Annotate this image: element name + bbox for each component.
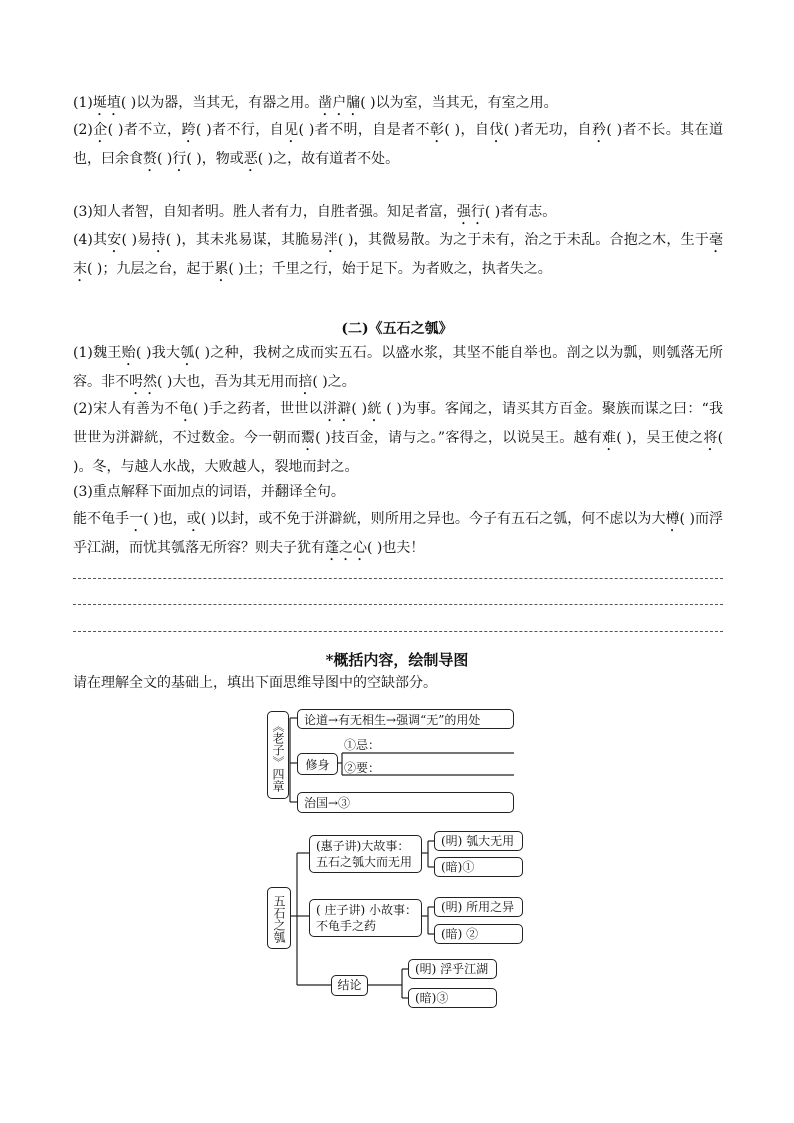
mindmap-instruction: 请在理解全文的基础上，填出下面思维导图中的空缺部分。: [73, 675, 437, 691]
question-1-2: (2)企( )者不立，跨( )者不行，自见( )者不明，自是者不彰( )，自伐( )者无功，自矜( )者不长。其在道也，曰余食赘( )行( )，物或恶( )之，故有道者不处。: [73, 122, 723, 167]
question-1-4: (4)其安( )易持( )，其未兆易谋，其脆易泮( )，其微易散。为之于未有，治之于未乱。合抱之木，生于毫末( )；九层之台，起于累( )土；千里之行，始于足下。为者败之，执者失之。: [73, 232, 724, 277]
section-title-wushi: (二)《五石之瓠》: [341, 321, 453, 337]
question-2-1: (1)魏王贻( )我大瓠( )之种，我树之成而实五石。以盛水浆，其坚不能自举也。剖之以为瓢，则瓠落无所容。非不呺然( )大也，吾为其无用而掊( )之。: [73, 345, 723, 390]
mindmap2-story2-line1: ( 庄子讲) 小故事：: [316, 903, 417, 917]
mindmap2-story1-line1: (惠子讲)大故事：: [316, 839, 410, 853]
mindmap2-root-wushi: 五石之瓠: [267, 887, 291, 949]
mindmap1-branch-zhiguo: 治国→③: [297, 792, 514, 813]
mindmap1-branch-lundao: 论道→有无相生→强调“无”的用处: [297, 709, 514, 729]
mindmap1-xiushen-ji: ①忌：: [344, 738, 381, 752]
mindmap2-story1: [309, 835, 422, 873]
question-1-3: (3)知人者智，自知者明。胜人者有力，自胜者强。知足者富，强行( )者有志。: [73, 204, 557, 220]
mindmap2-story1-ming: (明) 瓠大无用: [434, 831, 523, 851]
mindmap2-story2-ming: (明) 所用之异: [434, 897, 523, 917]
mindmap2-story2: [309, 899, 422, 937]
mindmap2-story2-an[interactable]: (暗) ②: [434, 924, 523, 944]
mindmap2-story1-an[interactable]: (暗)①: [434, 857, 523, 877]
mindmap2-conclusion: 结论: [331, 975, 368, 996]
question-1-1: (1)埏埴( )以为器，当其无，有器之用。凿户牖( )以为室，当其无，有室之用。: [73, 95, 558, 111]
section-title-mindmap: *概括内容，绘制导图: [325, 651, 469, 669]
mindmap1-branch-xiushen: 修身: [297, 753, 338, 775]
question-2-3-text: 能不龟手一( )也，或( )以封，或不免于洴澼絖，则所用之异也。今子有五石之瓠，何不虑以为大樽( )而浮乎江湖，而忧其瓠落无所容？则夫子犹有蓬之心( )也夫！: [73, 511, 724, 556]
mindmap2-story2-line2: 不龟手之药: [316, 919, 377, 933]
question-2-2: (2)宋人有善为不龟( )手之药者，世世以洴澼( )絖 ( )为事。客闻之，请买其方百金。聚族而谋之曰：“我世世为洴澼絖，不过数金。今一朝而鬻( )技百金，请与之。”客得之，以说吴王。越有难( )，吴王使之将( )。冬，与越人水战，大败越人，裂地而封之。: [73, 401, 724, 475]
mindmap2-conclusion-ming: (明) 浮乎江湖: [408, 959, 497, 979]
mindmap2-story1-line2: 五石之瓠大而无用: [316, 855, 413, 869]
mindmap1-xiushen-yao: ②要：: [344, 761, 381, 775]
mindmap2-conclusion-an[interactable]: (暗)③: [408, 988, 497, 1008]
mindmap1-root-laozi: 《老子》四章: [267, 711, 289, 799]
question-2-3: (3)重点解释下面加点的词语，并翻译全句。: [73, 484, 345, 500]
